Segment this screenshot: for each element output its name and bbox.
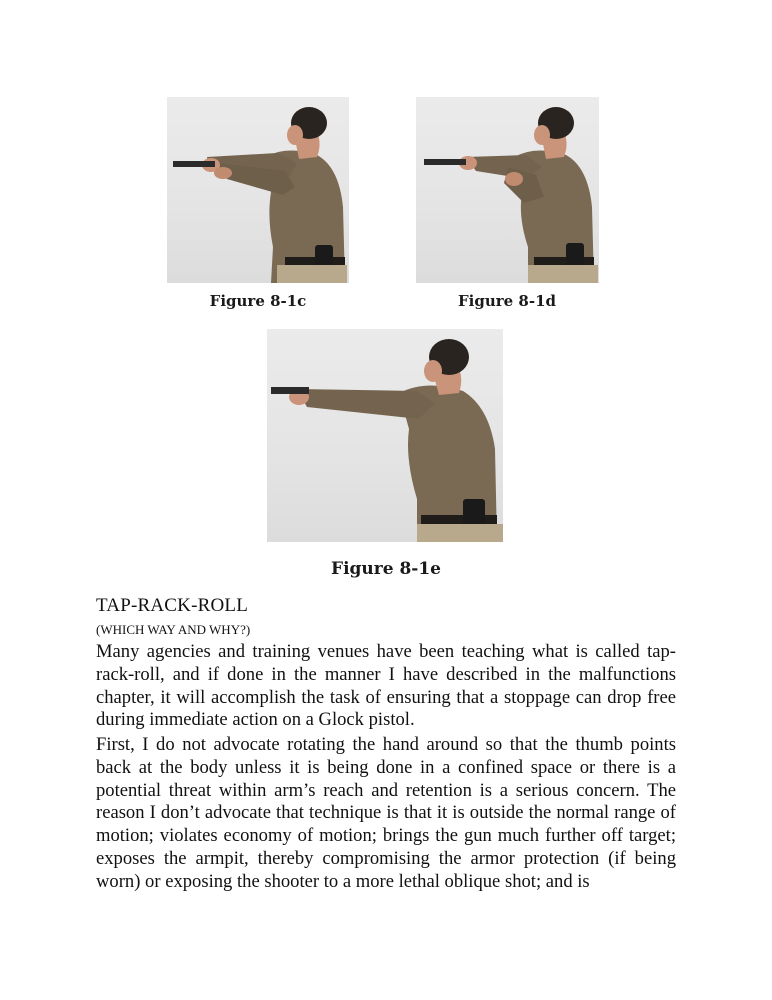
shooter-extended-arms-image	[167, 97, 349, 283]
figure-8-1c-photo	[167, 97, 349, 283]
figure-8-1e-photo	[267, 329, 503, 542]
section-heading: TAP-RACK-ROLL	[96, 595, 249, 616]
body-paragraph-2: First, I do not advocate rotating the hand around so that the thumb points back at the body unless it is being done in a confined space or there is a potential threat within arm’s reach and retention is a serious concern. The reason I don’t advocate that technique is that it is outside the normal range of motion; violates economy of motion; brings the gun much further off target; exposes the armpit, thereby compromising the armor protection (if being worn) or exposing the shooter to a more lethal oblique shot; and is	[96, 734, 676, 892]
figure-caption-8-1e: Figure 8-1e	[331, 559, 441, 579]
section-subheading: (WHICH WAY AND WHY?)	[96, 622, 251, 637]
figure-caption-8-1d: Figure 8-1d	[458, 292, 556, 310]
figure-caption-8-1c: Figure 8-1c	[209, 292, 307, 310]
body-paragraph-1: Many agencies and training venues have been teaching what is called tap-rack-roll, and if done in the manner I have described in the malfunctions chapter, it will accomplish the task of ensuring that a stoppage can drop free during immediate action on a Glock pistol.	[96, 641, 676, 731]
shooter-compressed-arms-image	[416, 97, 599, 283]
figure-8-1d-photo	[416, 97, 599, 283]
shooter-full-extension-image	[267, 329, 503, 542]
